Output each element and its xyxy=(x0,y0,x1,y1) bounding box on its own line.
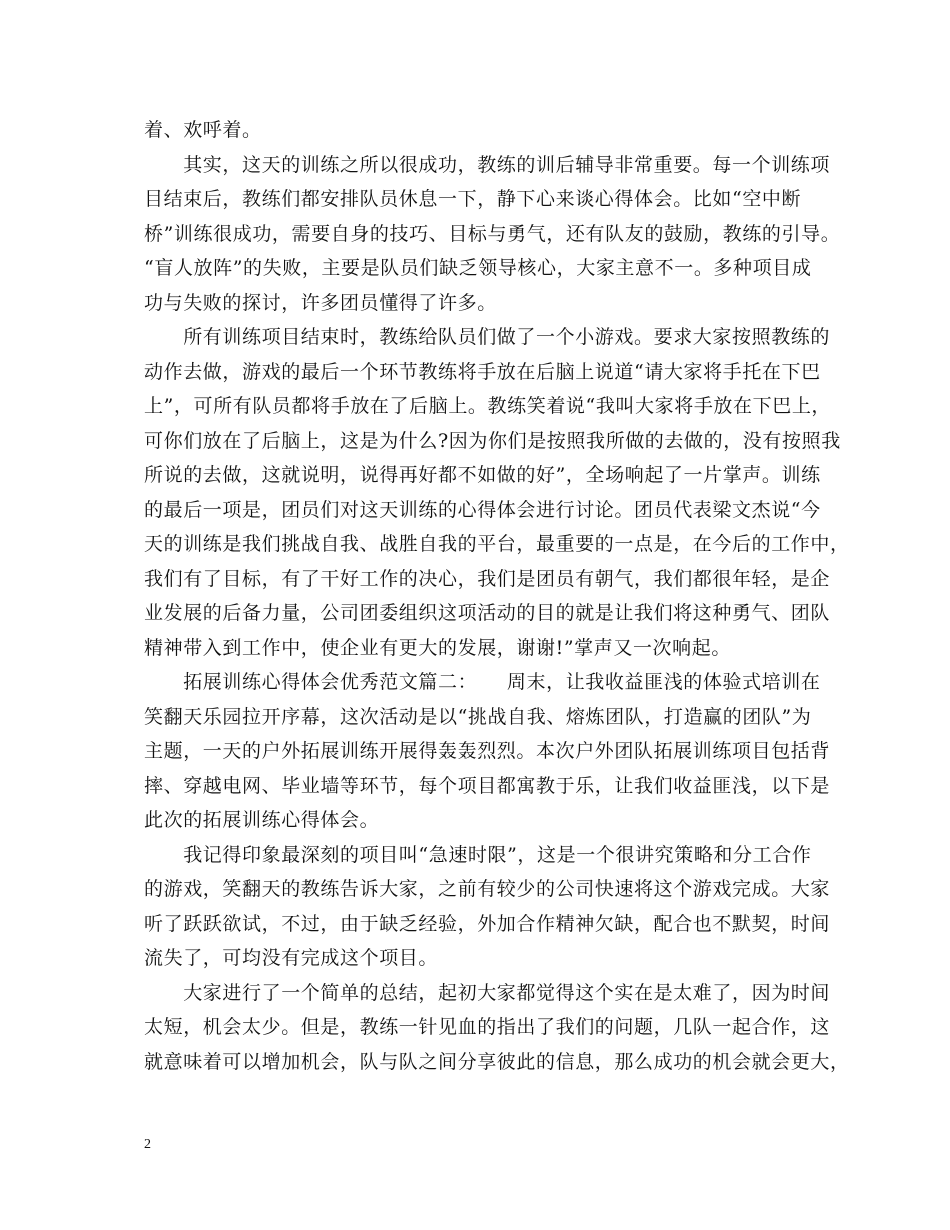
text-line: 着、欢呼着。 xyxy=(144,119,262,141)
text-line: 流失了，可均没有完成这个项目。 xyxy=(144,947,439,969)
text-line: 动作去做，游戏的最后一个环节教练将手放在后脑上说道“请大家将手托在下巴 xyxy=(144,361,821,383)
text-line: 笑翻天乐园拉开序幕，这次活动是以“挑战自我、熔炼团队，打造赢的团队”为 xyxy=(144,706,812,728)
text-line: 拓展训练心得体会优秀范文篇二： 周末，让我收益匪浅的体验式培训在 xyxy=(144,671,821,693)
text-line: 可你们放在了后脑上，这是为什么?因为你们是按照我所做的去做的，没有按照我 xyxy=(144,430,841,452)
page-number: 2 xyxy=(144,1137,151,1152)
text-line: 的最后一项是，团员们对这天训练的心得体会进行讨论。团员代表梁文杰说“今 xyxy=(144,499,821,521)
text-line: 精神带入到工作中，使企业有更大的发展，谢谢!”掌声又一次响起。 xyxy=(144,637,731,659)
text-line: 听了跃跃欲试，不过，由于缺乏经验，外加合作精神欠缺，配合也不默契，时间 xyxy=(144,913,831,935)
text-line: 摔、穿越电网、毕业墙等环节，每个项目都寓教于乐，让我们收益匪浅，以下是 xyxy=(144,775,831,797)
text-line: 其实，这天的训练之所以很成功，教练的训后辅导非常重要。每一个训练项 xyxy=(144,154,831,176)
text-line: 天的训练是我们挑战自我、战胜自我的平台，最重要的一点是，在今后的工作中， xyxy=(144,533,850,555)
text-line: 功与失败的探讨，许多团员懂得了许多。 xyxy=(144,292,497,314)
text-line: 所有训练项目结束时，教练给队员们做了一个小游戏。要求大家按照教练的 xyxy=(144,326,831,348)
text-line: 太短，机会太少。但是，教练一针见血的指出了我们的问题，几队一起合作，这 xyxy=(144,1016,831,1038)
text-line: 所说的去做，这就说明，说得再好都不如做的好”，全场响起了一片掌声。训练 xyxy=(144,464,821,486)
text-line: 目结束后，教练们都安排队员休息一下，静下心来谈心得体会。比如“空中断 xyxy=(144,188,802,210)
text-line: 的游戏，笑翻天的教练告诉大家，之前有较少的公司快速将这个游戏完成。大家 xyxy=(144,878,831,900)
text-line: 就意味着可以增加机会，队与队之间分享彼此的信息，那么成功的机会就会更大， xyxy=(144,1051,850,1073)
text-line: 主题，一天的户外拓展训练开展得轰轰烈烈。本次户外团队拓展训练项目包括背 xyxy=(144,740,831,762)
text-line: 我们有了目标，有了干好工作的决心，我们是团员有朝气，我们都很年轻，是企 xyxy=(144,568,831,590)
text-line: 我记得印象最深刻的项目叫“急速时限”，这是一个很讲究策略和分工合作 xyxy=(144,844,812,866)
text-line: “盲人放阵”的失败，主要是队员们缺乏领导核心，大家主意不一。多种项目成 xyxy=(144,257,812,279)
text-line: 桥”训练很成功，需要自身的技巧、目标与勇气，还有队友的鼓励，教练的引导。 xyxy=(144,223,841,245)
text-line: 大家进行了一个简单的总结，起初大家都觉得这个实在是太难了，因为时间 xyxy=(144,982,831,1004)
text-line: 业发展的后备力量，公司团委组织这项活动的目的就是让我们将这种勇气、团队 xyxy=(144,602,831,624)
text-line: 上”，可所有队员都将手放在了后脑上。教练笑着说“我叫大家将手放在下巴上， xyxy=(144,395,832,417)
text-line: 此次的拓展训练心得体会。 xyxy=(144,809,380,831)
